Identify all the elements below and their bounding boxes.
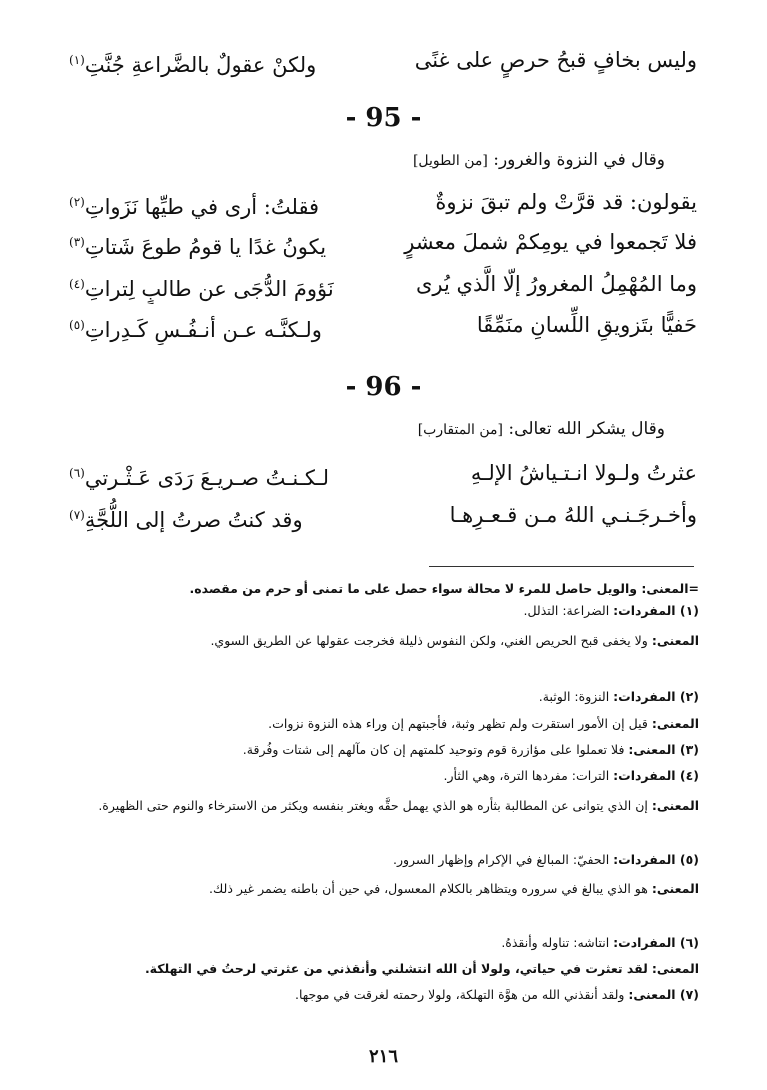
verse-hemistich-1: فلا تَجمعوا في يومِكمْ شملَ معشرٍ [404, 230, 697, 254]
footnote-marker: (٢) [69, 195, 85, 209]
verse-hemistich-1: وأخـرجَـنـي اللهُ مـن قـعـرِهـا [449, 503, 697, 527]
verse-line [69, 40, 697, 80]
footnote-line: (٢) المفردات: النزوة: الوثبة. [538, 689, 699, 704]
footnote-marker: (١) [69, 53, 85, 67]
verse-line [69, 495, 697, 535]
verse-line [69, 264, 697, 304]
verse-hemistich-1: وليس بخافٍ قبحُ حرصٍ على غنًى [414, 48, 697, 72]
verse-hemistich-2: لـكـنـتُ صـريـعَ رَدَى عَـثْـرتي$^{(٦)}$ [69, 466, 330, 490]
poem-number: - 96 - [345, 372, 422, 402]
footnote-marker: (٤) [69, 277, 85, 291]
verse-line [69, 305, 697, 345]
footnote-line: (٥) المفردات: الحفيّ: المبالغ في الإكرام وإظهار السرور. [392, 852, 699, 867]
footnote-line: (١) المفردات: الضراعة: التذلل. [523, 603, 699, 618]
verse-line [69, 453, 697, 493]
footnote-line: المعنى: لقد تعثرت في حياتي، ولولا أن الله انتشلني وأنقذني من عثرتي لرحتُ في التهلكة. [144, 961, 699, 976]
footnote-line: المعنى: إن الذي يتوانى عن المطالبة بثأره هو الذي يهمل حقَّه ويغتر بنفسه ويكثر من الاسترخاء والنوم حتى الظهيرة. [98, 798, 699, 813]
verse-hemistich-1: حَفيًّا بتَزويقِ اللِّسانِ منَمِّقًا [476, 313, 697, 337]
footnote-line: (٤) المفردات: الترات: مفردها الترة، وهي الثأر. [443, 768, 699, 783]
footnote-marker: (٣) [69, 235, 85, 249]
footnote-line: =المعنى: والويل حاصل للمرء لا محالة سواء حصل على ما تمنى أو حرم من مقصده. [189, 581, 699, 596]
poem-meter: [من الطويل] [412, 153, 488, 169]
verse-line [69, 222, 697, 262]
poem-intro: وقال يشكر الله تعالى: [من المتقارب] [417, 419, 665, 439]
verse-hemistich-2: فقلتُ: أرى في طيِّها نَزَواتِ$^{(٢)}$ [69, 195, 320, 219]
footnote-separator [429, 566, 694, 567]
poem-number: - 95 - [345, 103, 422, 133]
verse-hemistich-2: وقد كنتُ صرتُ إلى اللُّجَّةِ$^{(٧)}$ [69, 508, 303, 532]
footnote-line: (٦) المفرادت: انتاشه: تناوله وأنقذهُ. [501, 935, 699, 950]
poem-intro: وقال في النزوة والغرور: [من الطويل] [412, 150, 665, 170]
verse-line [69, 182, 697, 222]
verse-hemistich-1: عثرتُ ولـولا انـتـياشُ الإلـهِ [470, 461, 697, 485]
footnote-line: المعنى: ولا يخفى قبح الحريص الغني، ولكن النفوس ذليلة فخرجت عقولها عن الطريق السوي. [210, 633, 699, 648]
verse-hemistich-2: ولـكنَّـه عـن أنـفُـسٍ كَـدِراتِ$^{(٥)}$ [69, 318, 322, 342]
footnote-line: (٧) المعنى: ولقد أنقذني الله من هوَّة التهلكة، ولولا رحمته لغرقت في موجها. [295, 987, 699, 1002]
page-number: ٢١٦ [368, 1046, 398, 1067]
poem-meter: [من المتقارب] [417, 422, 504, 438]
footnote-line: المعنى: هو الذي يبالغ في سروره ويتظاهر بالكلام المعسول، في حين أن باطنه يضمر غير ذلك. [209, 881, 699, 896]
footnote-marker: (٥) [69, 318, 85, 332]
footnote-marker: (٧) [69, 508, 85, 522]
verse-hemistich-2: نَؤومَ الدُّجَى عن طالبٍ لِتراتِ$^{(٤)}$ [69, 277, 334, 301]
footnote-line: المعنى: قيل إن الأمور استقرت ولم تظهر وثبة، فأجبتهم إن وراء هذه النزوة نزوات. [268, 716, 699, 731]
footnote-marker: (٦) [69, 466, 85, 480]
verse-hemistich-2: ولكنْ عقولٌ بالضَّراعةِ جُنَّتِ$^{(١)}$ [69, 53, 317, 77]
verse-hemistich-2: يكونُ غدًا يا قومُ طوعَ شَتاتِ$^{(٣)}$ [69, 235, 327, 259]
verse-hemistich-1: وما المُهْمِلُ المغرورُ إلّا الَّذي يُرى [415, 272, 697, 296]
footnote-line: (٣) المعنى: فلا تعملوا على مؤازرة قوم وتوحيد كلمتهم إن كان مآلهم إلى شتات وفُرقة. [242, 742, 699, 757]
verse-hemistich-1: يقولون: قد قرَّتْ ولم تبقَ نزوةٌ [435, 190, 697, 214]
